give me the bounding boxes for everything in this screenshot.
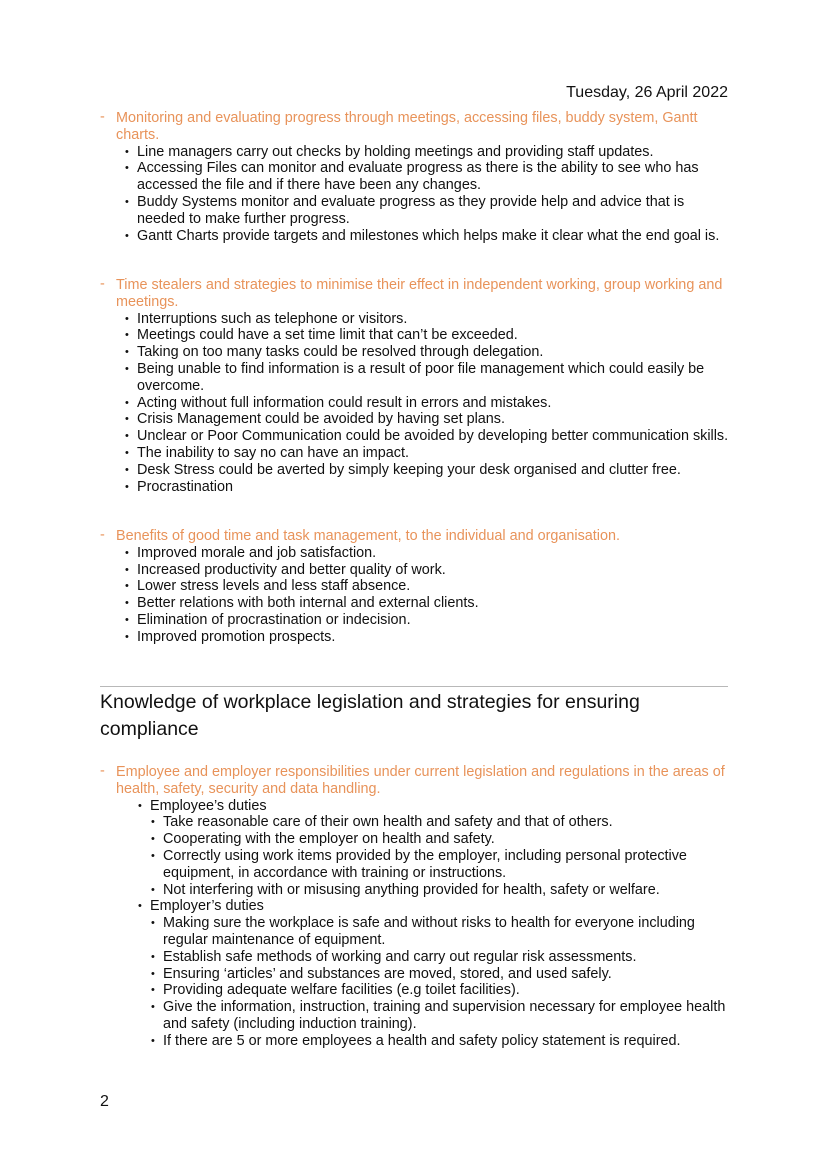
list-item: • Gantt Charts provide targets and milestones which helps make it clear what the end goal is. <box>100 228 732 245</box>
section-time-stealers <box>100 277 732 495</box>
list-item: • Procrastination <box>100 479 732 496</box>
bullet-list <box>100 144 732 245</box>
dash-marker: - <box>100 109 105 125</box>
list-item: • Being unable to find information is a result of poor file management which could easily be overcome. <box>100 361 732 395</box>
list-item: • Acting without full information could result in errors and mistakes. <box>100 395 732 412</box>
dash-marker: - <box>100 763 105 779</box>
list-item: • Improved morale and job satisfaction. <box>100 545 732 562</box>
section-heading <box>100 110 732 144</box>
list-item: • Accessing Files can monitor and evaluate progress as there is the ability to see who has accessed the file and if there have been any changes. <box>100 160 732 194</box>
list-item: • Meetings could have a set time limit that can’t be exceeded. <box>100 327 732 344</box>
heading-text: Benefits of good time and task management, to the individual and organisation. <box>116 528 620 544</box>
list-item: • Better relations with both internal and external clients. <box>100 595 732 612</box>
list-item: • Providing adequate welfare facilities (e.g toilet facilities). <box>100 982 732 999</box>
section-benefits <box>100 528 732 646</box>
heading-text: Employee and employer responsibilities under current legislation and regulations in the areas of health, safety, security and data handling. <box>116 764 725 797</box>
heading-text: Monitoring and evaluating progress through meetings, accessing files, buddy system, Gantt charts. <box>116 110 698 143</box>
section-heading <box>100 764 732 798</box>
list-item: • Cooperating with the employer on health and safety. <box>100 831 732 848</box>
list-item: • Elimination of procrastination or indecision. <box>100 612 732 629</box>
list-item: • Line managers carry out checks by holding meetings and providing staff updates. <box>100 144 732 161</box>
dash-marker: - <box>100 276 105 292</box>
bullet-list <box>100 545 732 646</box>
list-item: • Making sure the workplace is safe and without risks to health for everyone including regular maintenance of equipment. <box>100 915 732 949</box>
section-monitoring <box>100 110 732 244</box>
list-item: • Interruptions such as telephone or visitors. <box>100 311 732 328</box>
page-number: 2 <box>100 1093 109 1110</box>
list-item: • Buddy Systems monitor and evaluate progress as they provide help and advice that is needed to make further progress. <box>100 194 732 228</box>
list-item: • Lower stress levels and less staff absence. <box>100 578 732 595</box>
heading-text: Time stealers and strategies to minimise their effect in independent working, group working and meetings. <box>116 277 723 310</box>
section-divider <box>100 686 728 687</box>
bullet-list <box>100 311 732 496</box>
list-item: • Unclear or Poor Communication could be avoided by developing better communication skills. <box>100 428 732 445</box>
employer-duties-title: • Employer’s duties <box>100 898 732 915</box>
list-item: • Crisis Management could be avoided by having set plans. <box>100 411 732 428</box>
dash-marker: - <box>100 527 105 543</box>
list-item: • Give the information, instruction, training and supervision necessary for employee health and safety (including induction training). <box>100 999 732 1033</box>
section-heading <box>100 528 732 545</box>
list-item: • Correctly using work items provided by the employer, including personal protective equipment, in accordance with training or instructions. <box>100 848 732 882</box>
list-item: • The inability to say no can have an impact. <box>100 445 732 462</box>
main-heading: Knowledge of workplace legislation and strategies for ensuring compliance <box>100 691 640 740</box>
list-item: • If there are 5 or more employees a health and safety policy statement is required. <box>100 1033 732 1050</box>
list-item: • Taking on too many tasks could be resolved through delegation. <box>100 344 732 361</box>
list-item: • Not interfering with or misusing anything provided for health, safety or welfare. <box>100 882 732 899</box>
list-item: • Ensuring ‘articles’ and substances are moved, stored, and used safely. <box>100 966 732 983</box>
list-item: • Improved promotion prospects. <box>100 629 732 646</box>
employee-duties-title: • Employee’s duties <box>100 798 732 815</box>
list-item: • Increased productivity and better quality of work. <box>100 562 732 579</box>
list-item: • Desk Stress could be averted by simply keeping your desk organised and clutter free. <box>100 462 732 479</box>
section-legislation <box>100 764 732 1050</box>
bullet-list <box>100 798 732 1050</box>
list-item: • Take reasonable care of their own health and safety and that of others. <box>100 814 732 831</box>
list-item: • Establish safe methods of working and carry out regular risk assessments. <box>100 949 732 966</box>
page-date: Tuesday, 26 April 2022 <box>566 84 728 101</box>
section-heading <box>100 277 732 311</box>
